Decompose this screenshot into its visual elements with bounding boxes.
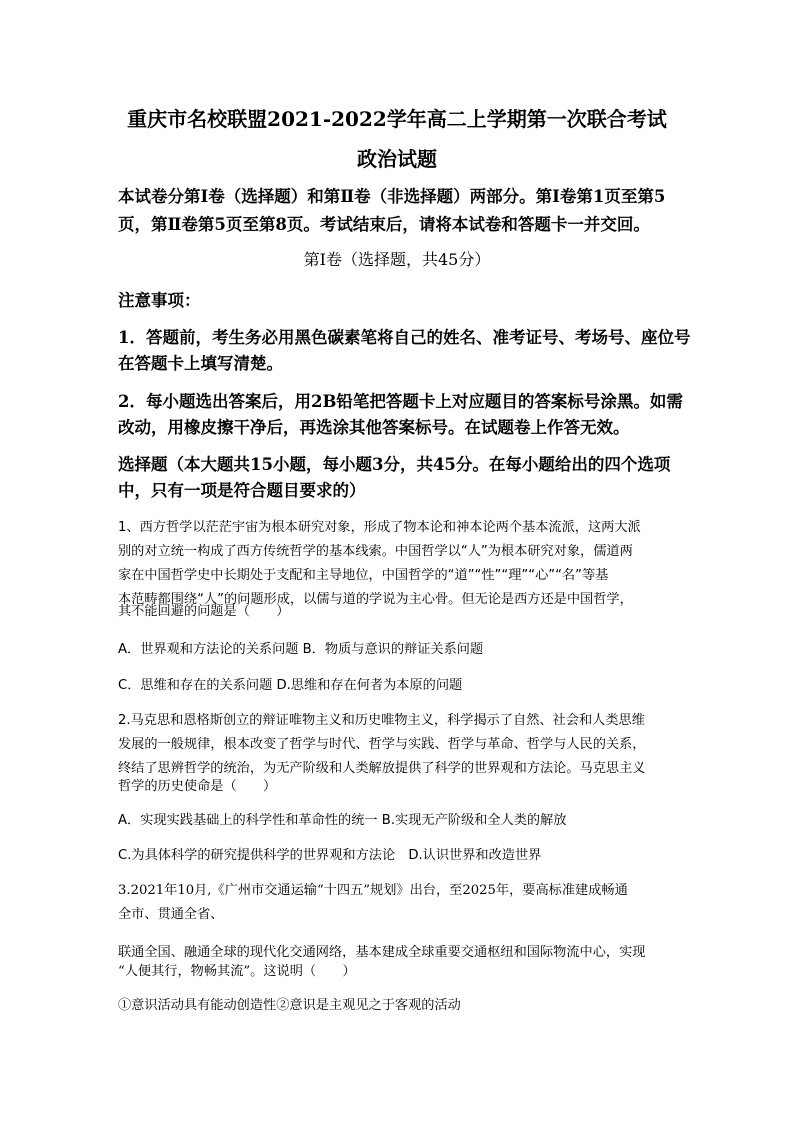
question-3-line-3: 联通全国、融通全球的现代化交通网络，基本建成全球重要交通枢纽和国际物流中心，实现 <box>118 945 646 960</box>
question-3-line-1: 3.2021年10月,《广州市交通运输“十四五”规划》出台，至2025年，要高标准建成畅通 <box>118 883 628 898</box>
question-2-line-2: 发展的一般规律，根本改变了哲学与时代、哲学与实践、哲学与革命、哲学与人民的关系， <box>118 737 646 752</box>
question-3-line-2: 全市、贯通全省、 <box>118 907 224 922</box>
note-1-line-1: 1．答题前，考生务必用黑色碳素笔将自己的姓名、准考证号、考场号、座位号 <box>118 328 691 347</box>
question-1-options-ab: A．世界观和方法论的关系问题 B．物质与意识的辩证关系问题 <box>118 642 484 657</box>
question-1-line-2: 别的对立统一构成了西方传统哲学的基本线索。中国哲学以“人”为根本研究对象，儒道两 <box>118 544 633 559</box>
question-3-options-12: ①意识活动具有能动创造性②意识是主观见之于客观的活动 <box>118 998 461 1013</box>
question-2-options-ab: A．实现实践基础上的科学性和革命性的统一 B.实现无产阶级和全人类的解放 <box>118 813 567 828</box>
question-1-line-3: 家在中国哲学史中长期处于支配和主导地位，中国哲学的“道”“性”“理”“心”“名”等基 <box>118 568 609 583</box>
choice-header-line-1: 选择题（本大题共15小题，每小题3分，共45分。在每小题给出的四个选项 <box>118 455 671 474</box>
question-1-line-4: 本范畴都围绕“人”的问题形成，以儒与道的学说为主心骨。但无论是西方还是中国哲学， <box>118 592 633 607</box>
question-2-options-cd: C.为具体科学的研究提供科学的世界观和方法论 D.认识世界和改造世界 <box>118 848 542 863</box>
exam-subtitle: 政治试题 <box>357 147 437 171</box>
exam-title: 重庆市名校联盟2021-2022学年高二上学期第一次联合考试 <box>127 107 667 131</box>
note-2-line-1: 2．每小题选出答案后，用2B铅笔把答题卡上对应题目的答案标号涂黑。如需 <box>118 392 683 411</box>
intro-line-2: 页，第Ⅱ卷第5页至第8页。考试结束后，请将本试卷和答题卡一并交回。 <box>118 215 650 234</box>
note-2-line-2: 改动，用橡皮擦干净后，再选涂其他答案标号。在试题卷上作答无效。 <box>118 418 630 437</box>
question-1-options-cd: C．思维和存在的关系问题 D.思维和存在何者为本原的问题 <box>118 678 463 693</box>
section-title: 第Ⅰ卷（选择题，共45分） <box>303 250 491 269</box>
question-2-line-1: 2.马克思和恩格斯创立的辩证唯物主义和历史唯物主义，科学揭示了自然、社会和人类思维 <box>118 713 645 728</box>
question-2-line-3: 终结了思辨哲学的统治，为无产阶级和人类解放提供了科学的世界观和方法论。马克思主义 <box>118 761 646 776</box>
notes-heading: 注意事项： <box>118 291 201 310</box>
note-1-line-2: 在答题卡上填写清楚。 <box>118 354 283 373</box>
question-3-line-4: “人便其行，物畅其流”。这说明（ ） <box>118 964 356 979</box>
question-1-line-1: 1、西方哲学以茫茫宇宙为根本研究对象，形成了物本论和神本论两个基本流派，这两大派 <box>118 520 641 535</box>
question-2-line-4: 哲学的历史使命是（ ） <box>118 779 277 794</box>
intro-line-1: 本试卷分第Ⅰ卷（选择题）和第Ⅱ卷（非选择题）两部分。第Ⅰ卷第1页至第5 <box>118 187 666 206</box>
choice-header-line-2: 中，只有一项是符合题目要求的） <box>118 481 366 500</box>
question-1-line-5: 其不能回避的问题是（ ） <box>118 604 290 619</box>
